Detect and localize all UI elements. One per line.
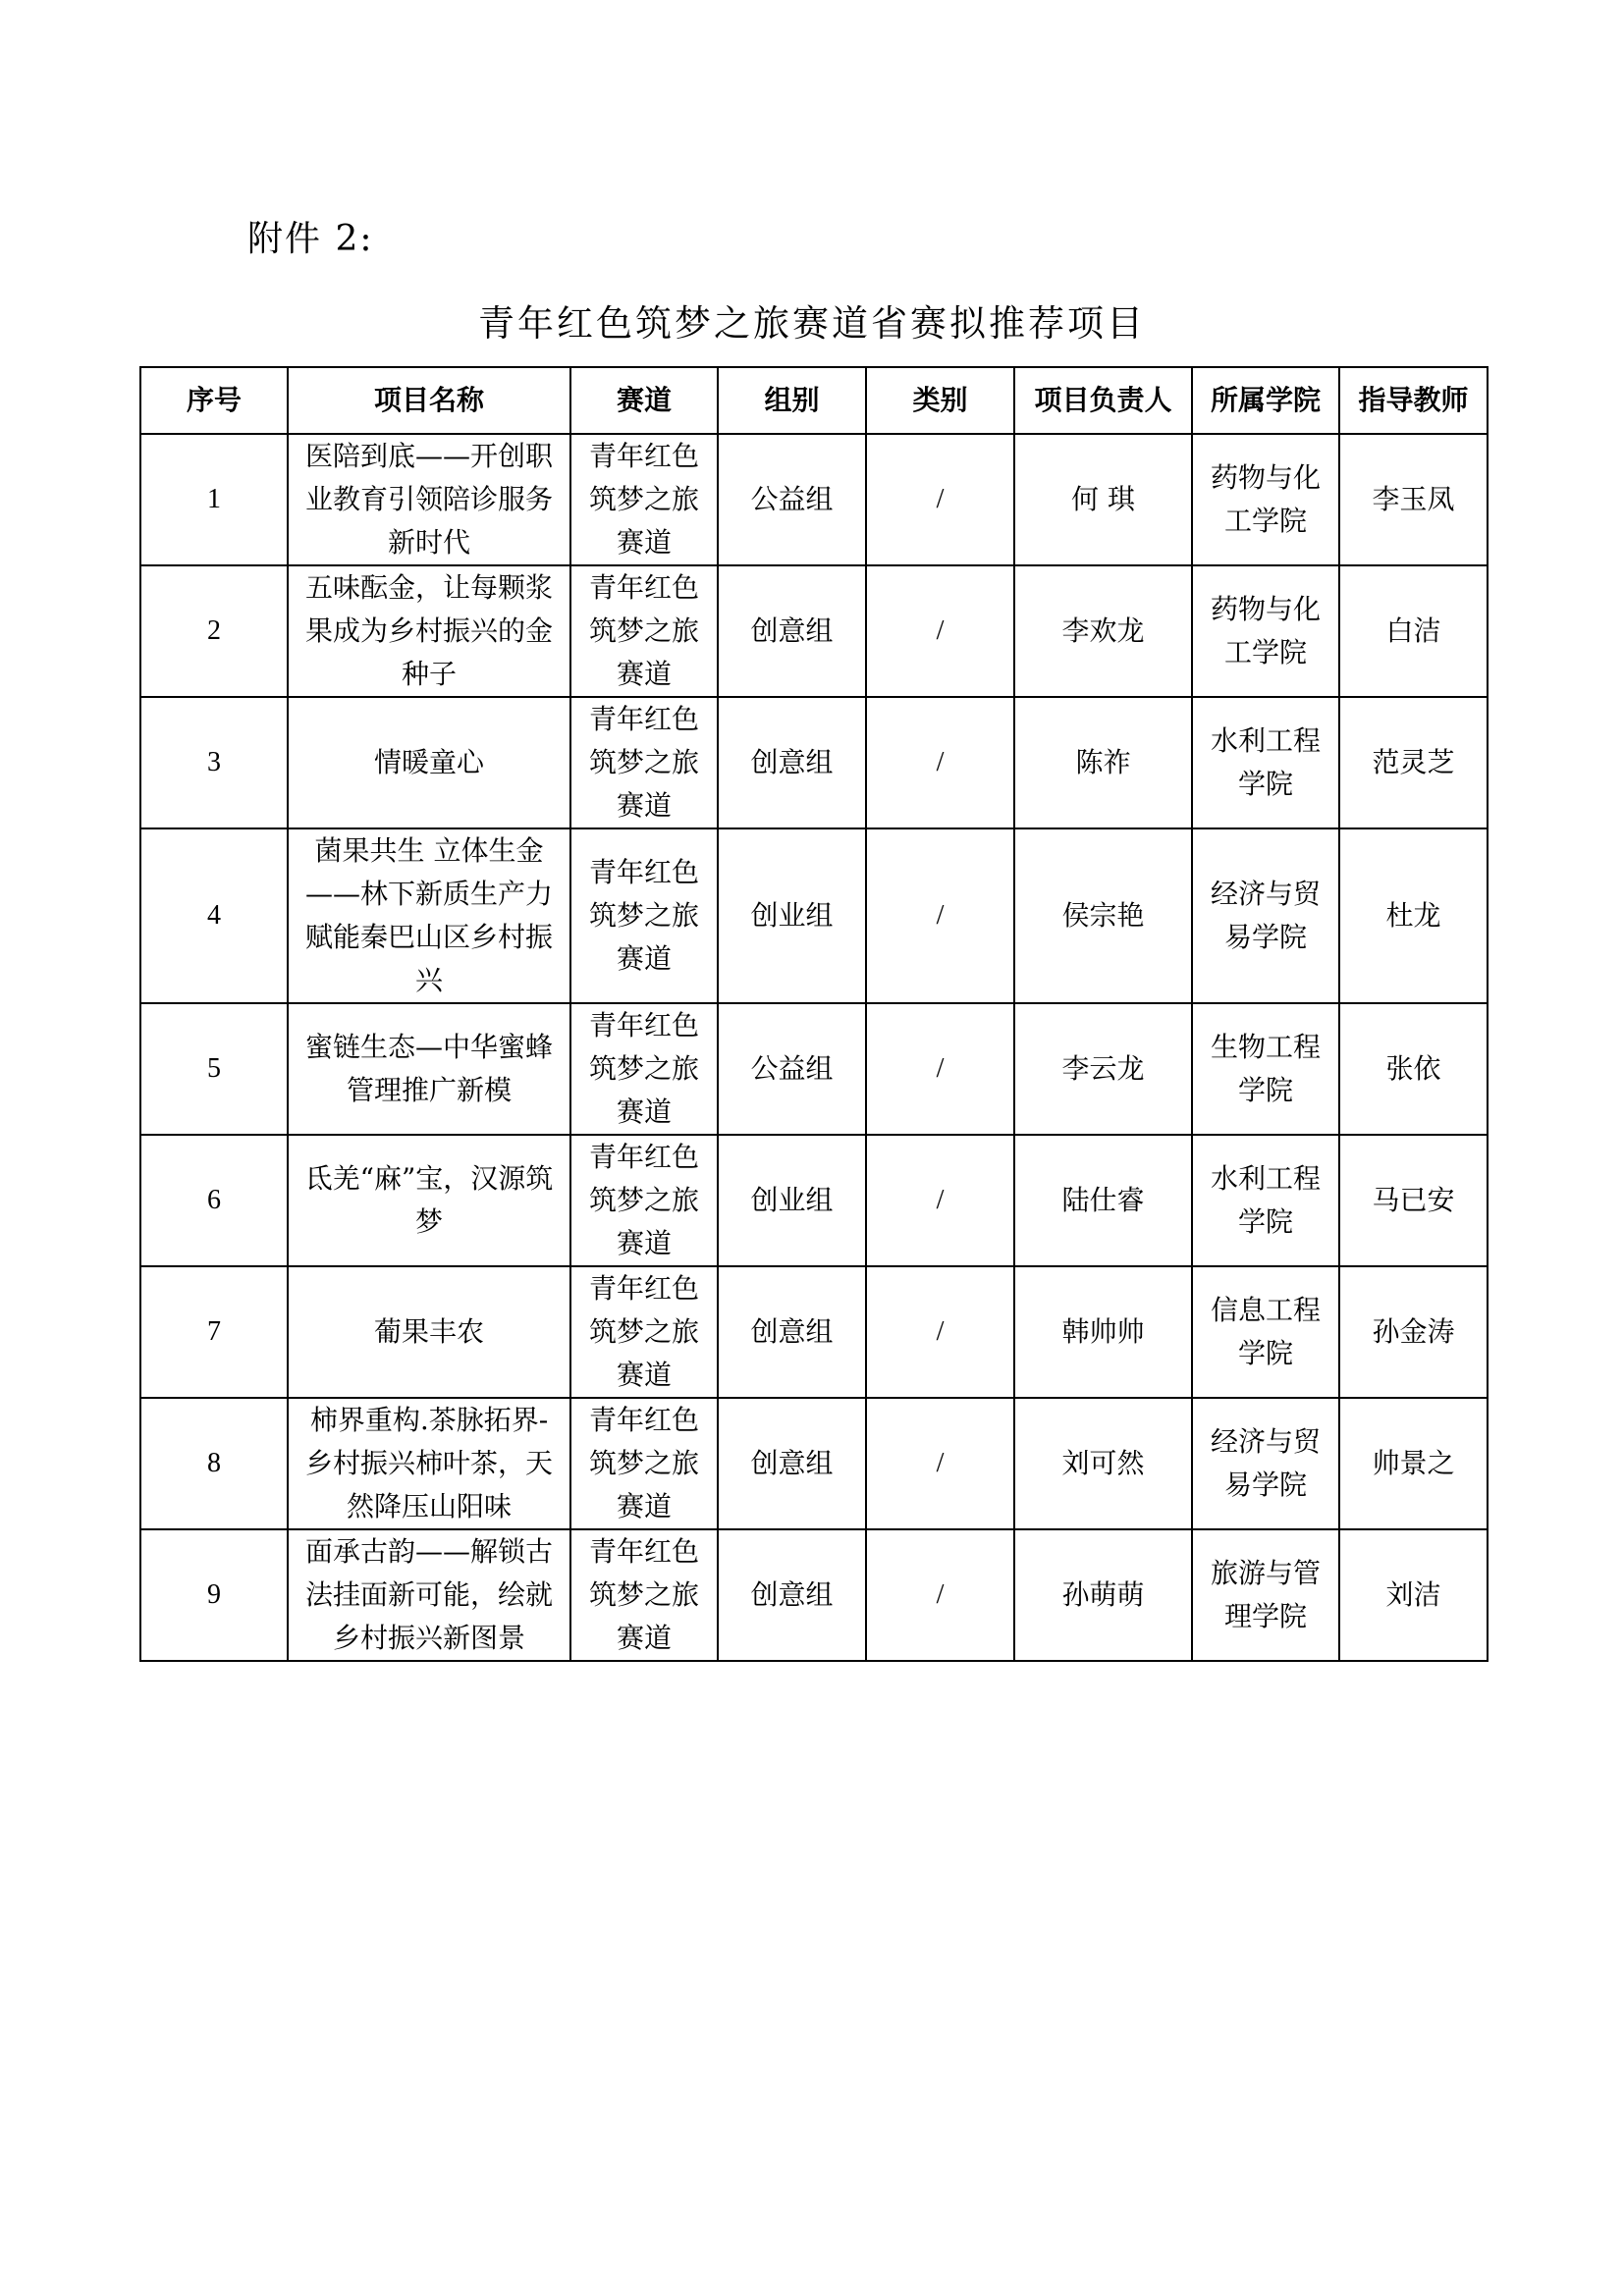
header-project-name: 项目名称 [288, 367, 570, 434]
header-advisor: 指导教师 [1339, 367, 1488, 434]
header-category: 类别 [866, 367, 1014, 434]
table-row [140, 434, 1488, 565]
cell-college: 经济与贸易学院 [1192, 1398, 1339, 1529]
table-row [140, 828, 1488, 1003]
cell-advisor: 范灵芝 [1339, 697, 1488, 828]
cell-index: 1 [140, 434, 288, 565]
cell-group: 创业组 [718, 828, 866, 1003]
cell-leader: 陆仕睿 [1014, 1135, 1192, 1266]
cell-project-name: 菌果共生 立体生金——林下新质生产力赋能秦巴山区乡村振兴 [288, 828, 570, 1003]
cell-category: / [866, 1003, 1014, 1135]
cell-project-name: 面承古韵——解锁古法挂面新可能，绘就乡村振兴新图景 [288, 1529, 570, 1661]
cell-leader: 陈祚 [1014, 697, 1192, 828]
cell-college: 水利工程学院 [1192, 697, 1339, 828]
header-leader: 项目负责人 [1014, 367, 1192, 434]
cell-advisor: 帅景之 [1339, 1398, 1488, 1529]
cell-group: 公益组 [718, 434, 866, 565]
cell-index: 5 [140, 1003, 288, 1135]
table-header-row [140, 367, 1488, 434]
cell-track: 青年红色筑梦之旅赛道 [570, 1266, 718, 1398]
cell-category: / [866, 1135, 1014, 1266]
table-row [140, 697, 1488, 828]
cell-track: 青年红色筑梦之旅赛道 [570, 1003, 718, 1135]
cell-track: 青年红色筑梦之旅赛道 [570, 434, 718, 565]
cell-project-name: 情暖童心 [288, 697, 570, 828]
cell-index: 4 [140, 828, 288, 1003]
cell-group: 创意组 [718, 565, 866, 697]
cell-leader: 刘可然 [1014, 1398, 1192, 1529]
cell-index: 7 [140, 1266, 288, 1398]
cell-leader: 侯宗艳 [1014, 828, 1192, 1003]
cell-advisor: 白洁 [1339, 565, 1488, 697]
cell-project-name: 氐羌“麻”宝，汉源筑梦 [288, 1135, 570, 1266]
table-row [140, 1266, 1488, 1398]
cell-track: 青年红色筑梦之旅赛道 [570, 828, 718, 1003]
cell-advisor: 李玉凤 [1339, 434, 1488, 565]
cell-category: / [866, 1529, 1014, 1661]
table-row [140, 1003, 1488, 1135]
header-index: 序号 [140, 367, 288, 434]
cell-project-name: 葡果丰农 [288, 1266, 570, 1398]
cell-advisor: 刘洁 [1339, 1529, 1488, 1661]
header-college: 所属学院 [1192, 367, 1339, 434]
cell-track: 青年红色筑梦之旅赛道 [570, 565, 718, 697]
cell-group: 公益组 [718, 1003, 866, 1135]
cell-index: 2 [140, 565, 288, 697]
cell-category: / [866, 828, 1014, 1003]
cell-track: 青年红色筑梦之旅赛道 [570, 1529, 718, 1661]
cell-college: 水利工程学院 [1192, 1135, 1339, 1266]
cell-category: / [866, 565, 1014, 697]
cell-advisor: 马已安 [1339, 1135, 1488, 1266]
cell-project-name: 柿界重构.茶脉拓界-乡村振兴柿叶茶，天然降压山阳味 [288, 1398, 570, 1529]
cell-college: 药物与化工学院 [1192, 434, 1339, 565]
cell-index: 9 [140, 1529, 288, 1661]
cell-index: 8 [140, 1398, 288, 1529]
table-row [140, 1135, 1488, 1266]
cell-group: 创业组 [718, 1135, 866, 1266]
cell-group: 创意组 [718, 1398, 866, 1529]
cell-project-name: 五味酝金，让每颗浆果成为乡村振兴的金种子 [288, 565, 570, 697]
cell-leader: 何 琪 [1014, 434, 1192, 565]
cell-track: 青年红色筑梦之旅赛道 [570, 1398, 718, 1529]
cell-group: 创意组 [718, 1266, 866, 1398]
cell-group: 创意组 [718, 697, 866, 828]
cell-leader: 李欢龙 [1014, 565, 1192, 697]
header-track: 赛道 [570, 367, 718, 434]
cell-leader: 李云龙 [1014, 1003, 1192, 1135]
cell-track: 青年红色筑梦之旅赛道 [570, 1135, 718, 1266]
cell-index: 6 [140, 1135, 288, 1266]
cell-project-name: 医陪到底——开创职业教育引领陪诊服务新时代 [288, 434, 570, 565]
cell-index: 3 [140, 697, 288, 828]
cell-category: / [866, 1398, 1014, 1529]
cell-advisor: 张依 [1339, 1003, 1488, 1135]
table-row [140, 1398, 1488, 1529]
table-row [140, 1529, 1488, 1661]
cell-category: / [866, 697, 1014, 828]
cell-advisor: 杜龙 [1339, 828, 1488, 1003]
cell-college: 旅游与管理学院 [1192, 1529, 1339, 1661]
cell-college: 经济与贸易学院 [1192, 828, 1339, 1003]
cell-college: 药物与化工学院 [1192, 565, 1339, 697]
cell-project-name: 蜜链生态—中华蜜蜂管理推广新模 [288, 1003, 570, 1135]
cell-category: / [866, 1266, 1014, 1398]
cell-college: 生物工程学院 [1192, 1003, 1339, 1135]
table-row [140, 565, 1488, 697]
recommended-projects-table [139, 366, 1489, 1662]
cell-track: 青年红色筑梦之旅赛道 [570, 697, 718, 828]
cell-leader: 韩帅帅 [1014, 1266, 1192, 1398]
cell-group: 创意组 [718, 1529, 866, 1661]
attachment-label: 附件 2: [247, 219, 374, 259]
cell-advisor: 孙金涛 [1339, 1266, 1488, 1398]
document-title: 青年红色筑梦之旅赛道省赛拟推荐项目 [478, 302, 1146, 345]
cell-category: / [866, 434, 1014, 565]
header-group: 组别 [718, 367, 866, 434]
cell-college: 信息工程学院 [1192, 1266, 1339, 1398]
cell-leader: 孙萌萌 [1014, 1529, 1192, 1661]
